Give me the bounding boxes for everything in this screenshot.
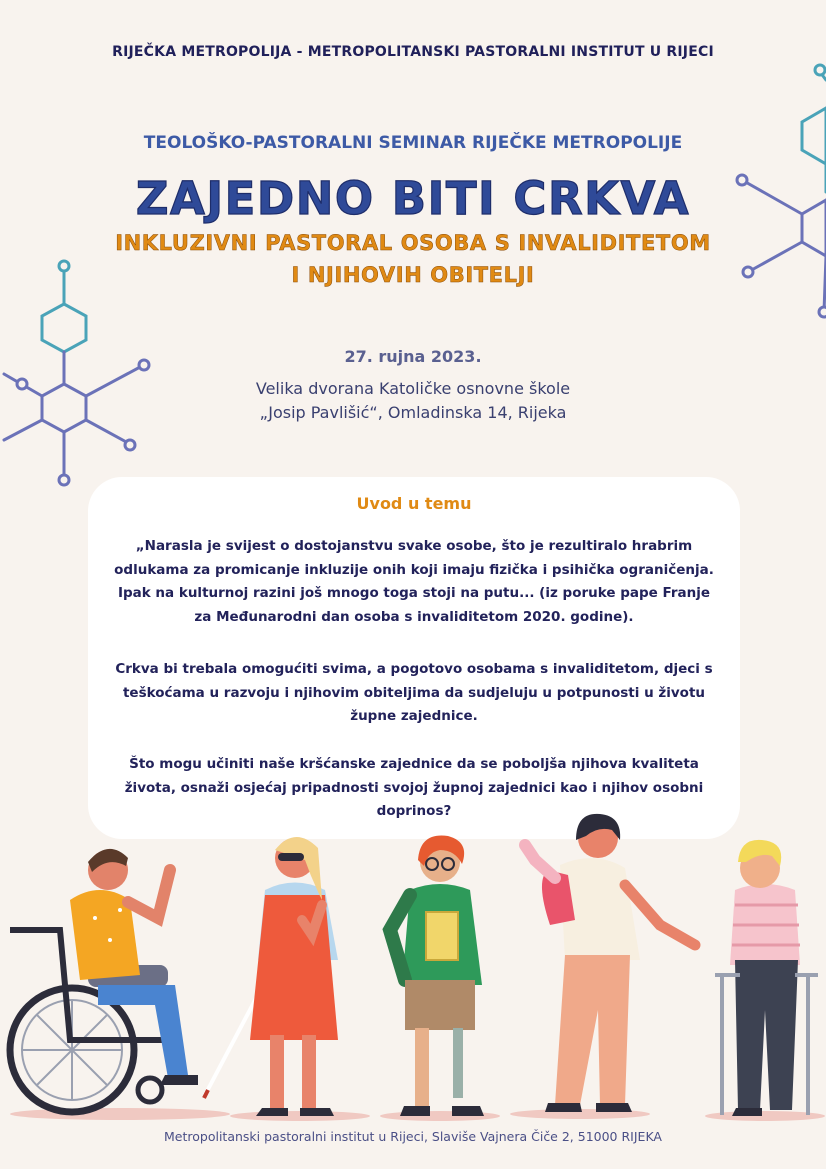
person-with-book (390, 836, 484, 1117)
organization-header: RIJEČKA METROPOLIJA - METROPOLITANSKI PASTORALNI INSTITUT U RIJECI (112, 44, 714, 60)
person-with-crutches (715, 840, 818, 1116)
seminar-title: TEOLOŠKO-PASTORALNI SEMINAR RIJEČKE METROPOLIJE (143, 133, 683, 153)
subtitle-line-1: INKLUZIVNI PASTORAL OSOBA S INVALIDITETOM (115, 231, 711, 255)
intro-paragraph-3: Što mogu učiniti naše kršćanske zajednice da se poboljša njihova kvaliteta života, osnaži osjećaj pripadnosti svojoj župnoj zajednici kao i njihov osobni doprinos? (124, 756, 704, 819)
venue-line-2: „Josip Pavlišić“, Omladinska 14, Rijeka (259, 403, 567, 422)
person-wheelchair (10, 849, 198, 1112)
subtitle-line-2: I NJIHOVIH OBITELJI (291, 263, 535, 287)
footer-address: Metropolitanski pastoralni institut u Rijeci, Slaviše Vajnera Čiče 2, 51000 RIJEKA (164, 1129, 662, 1144)
page-title: ZAJEDNO BITI CRKVA (135, 172, 691, 225)
person-waving (525, 814, 695, 1112)
event-date: 27. rujna 2023. (344, 347, 482, 366)
venue-line-1: Velika dvorana Katoličke osnovne škole (255, 379, 571, 398)
person-white-cane (204, 837, 338, 1116)
intro-heading: Uvod u temu (356, 494, 472, 513)
intro-paragraph-2: Crkva bi trebala omogućiti svima, a pogotovo osobama s invaliditetom, djeci s teškoćama u razvoju i njihovim obiteljima da sudjeluju u potpunosti u životu župne zajednice. (115, 661, 713, 724)
intro-paragraph-1: „Narasla je svijest o dostojanstvu svake osobe, što je rezultiralo hrabrim odlukama za promicanje inkluzije onih koji imaju fizička i psihička ograničenja. Ipak na kulturnoj razini još mnogo toga stoji na putu... (iz poruke pape Franje za Međunarodni dan osoba s invaliditetom 2020. godine). (114, 538, 714, 625)
